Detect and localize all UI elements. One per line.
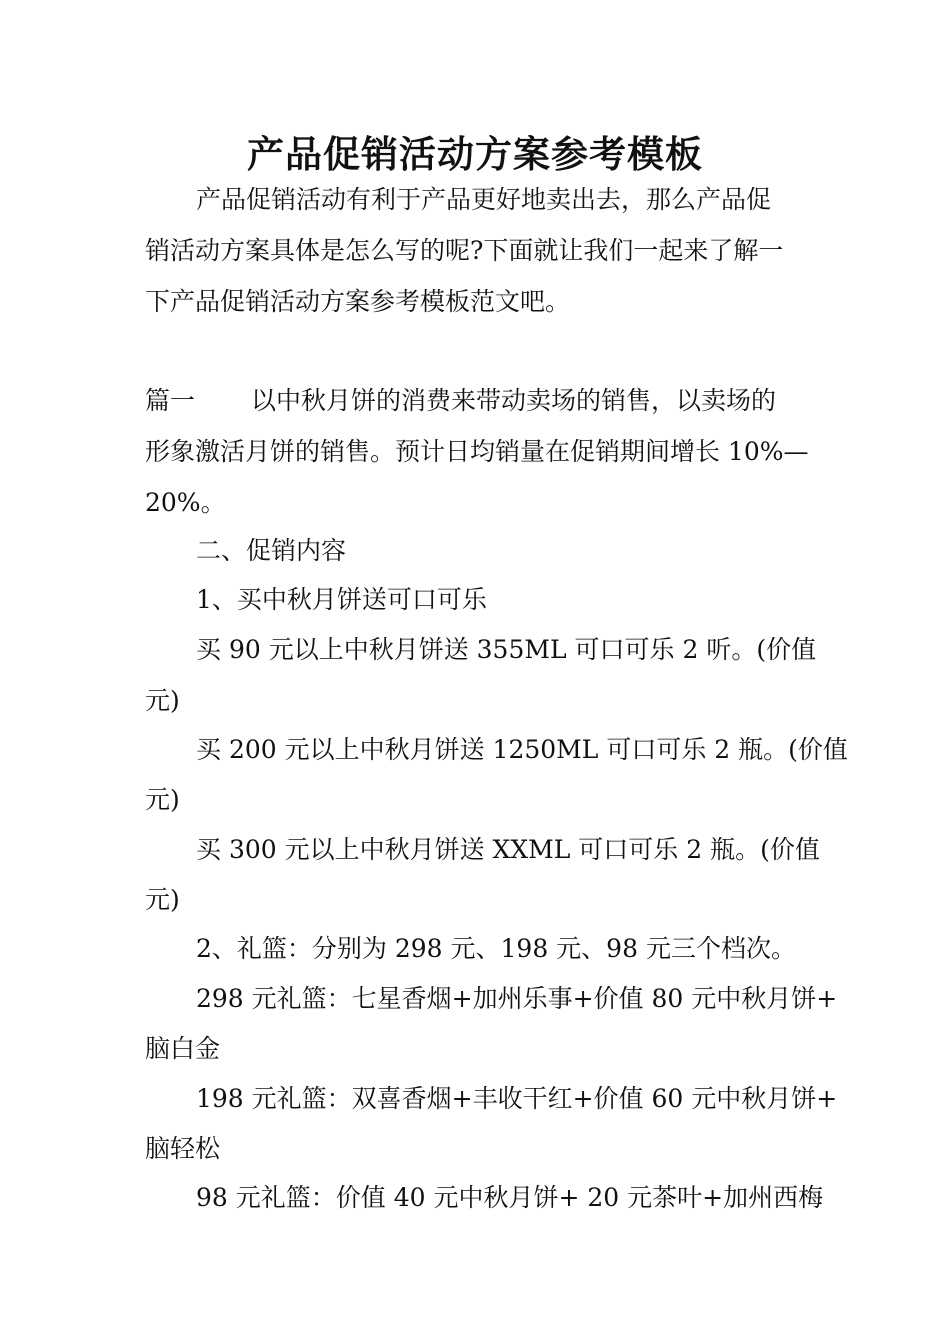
section1-text: 以中秋月饼的消费来带动卖场的销售，以卖场的	[251, 386, 777, 415]
item1-heading: 1、买中秋月饼送可口可乐	[196, 585, 487, 614]
intro-line-1: 产品促销活动有利于产品更好地卖出去，那么产品促	[196, 185, 772, 214]
item1-line-5: 买 300 元以上中秋月饼送 XXML 可口可乐 2 瓶。(价值	[196, 835, 820, 864]
item2-line-3: 198 元礼篮：双喜香烟+丰收干红+价值 60 元中秋月饼+	[196, 1084, 838, 1113]
item1-line-2: 元)	[145, 686, 180, 715]
item2-line-1: 298 元礼篮：七星香烟+加州乐事+价值 80 元中秋月饼+	[196, 984, 838, 1013]
intro-line-3: 下产品促销活动方案参考模板范文吧。	[145, 287, 571, 316]
item2-heading: 2、礼篮：分别为 298 元、198 元、98 元三个档次。	[196, 934, 796, 963]
document-title: 产品促销活动方案参考模板	[247, 132, 703, 176]
intro-line-2: 销活动方案具体是怎么写的呢?下面就让我们一起来了解一	[145, 236, 784, 265]
item2-line-2: 脑白金	[145, 1034, 221, 1063]
item1-line-6: 元)	[145, 885, 180, 914]
section1-line-2: 形象激活月饼的销售。预计日均销量在促销期间增长 10%—	[145, 437, 809, 466]
section1-label: 篇一	[145, 386, 196, 415]
section1-line-1	[145, 383, 776, 419]
item2-line-4: 脑轻松	[145, 1134, 221, 1163]
item1-line-1: 买 90 元以上中秋月饼送 355ML 可口可乐 2 听。(价值	[196, 635, 817, 664]
section1-line-3: 20%。	[145, 488, 226, 517]
section2-heading: 二、促销内容	[196, 536, 347, 565]
item1-line-4: 元)	[145, 785, 180, 814]
item2-line-5: 98 元礼篮：价值 40 元中秋月饼+ 20 元茶叶+加州西梅	[196, 1183, 824, 1212]
item1-line-3: 买 200 元以上中秋月饼送 1250ML 可口可乐 2 瓶。(价值	[196, 735, 848, 764]
